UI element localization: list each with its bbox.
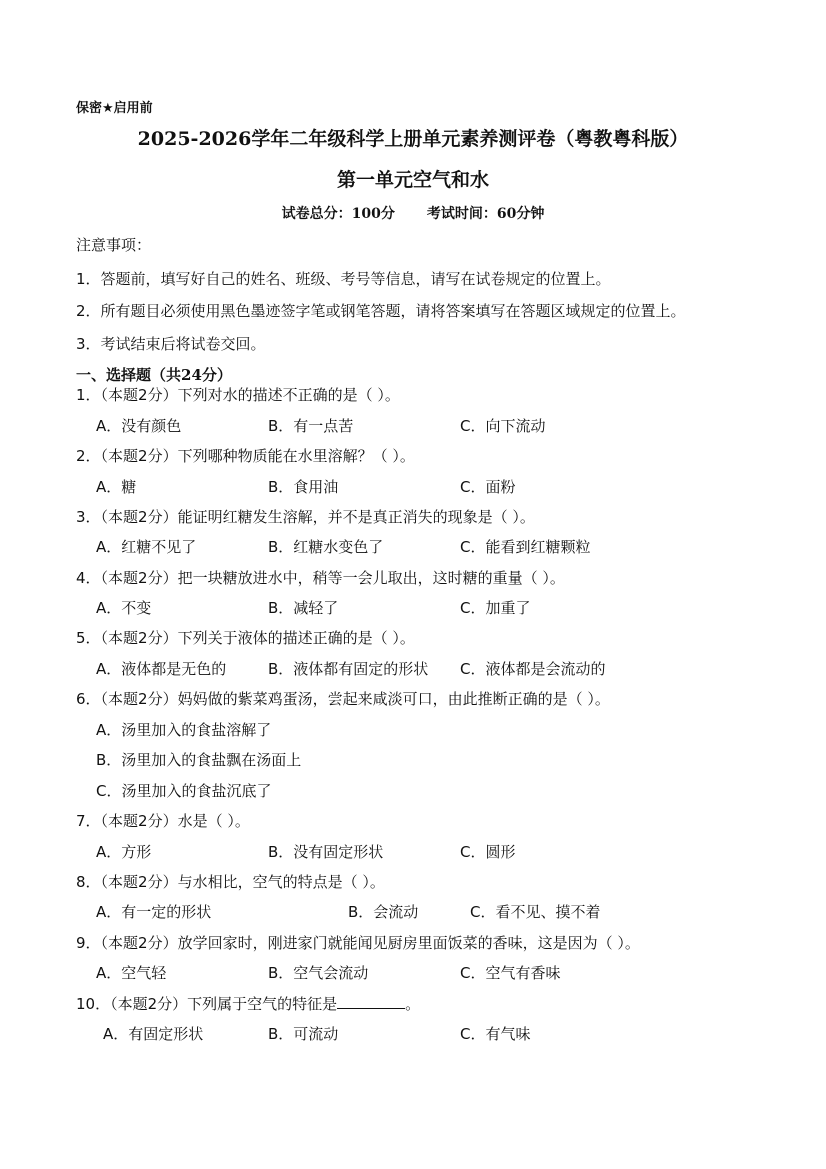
question-text: 5．（本题2分）下列关于液体的描述正确的是（ ）。	[76, 629, 415, 647]
question-stem	[76, 385, 400, 405]
answer-option: B．没有固定形状	[268, 843, 384, 861]
question-text: 6．（本题2分）妈妈做的紫菜鸡蛋汤，尝起来咸淡可口，由此推断正确的是（ ）。	[76, 690, 610, 708]
answer-blank[interactable]	[337, 994, 405, 1009]
answer-option: B．会流动	[348, 903, 419, 921]
answer-option: A．没有颜色	[96, 417, 182, 435]
answer-option: A．空气轻	[96, 964, 167, 982]
answer-option: C．向下流动	[460, 417, 546, 435]
answer-option: C．加重了	[460, 599, 531, 617]
question-stem	[76, 994, 420, 1014]
answer-option: C．圆形	[460, 843, 516, 861]
answer-option: B．汤里加入的食盐飘在汤面上	[96, 751, 302, 769]
answer-option: C．有气味	[460, 1025, 531, 1043]
answer-option: B．可流动	[268, 1025, 339, 1043]
question-text: 2．（本题2分）下列哪种物质能在水里溶解？（ ）。	[76, 447, 415, 465]
total-score: 试卷总分：100分	[281, 206, 395, 222]
question-stem	[76, 811, 250, 831]
question-stem	[76, 568, 565, 588]
question-text: 3．（本题2分）能证明红糖发生溶解，并不是真正消失的现象是（ ）。	[76, 508, 535, 526]
note-item: 1．答题前，填写好自己的姓名、班级、考号等信息，请写在试卷规定的位置上。	[76, 270, 611, 288]
question-stem	[76, 872, 385, 892]
unit-title: 第一单元空气和水	[336, 169, 489, 191]
answer-option: A．液体都是无色的	[96, 660, 227, 678]
answer-option: B．红糖水变色了	[268, 538, 384, 556]
question-stem	[76, 628, 415, 648]
answer-option: A．红糖不见了	[96, 538, 197, 556]
answer-option: C．汤里加入的食盐沉底了	[96, 782, 272, 800]
answer-option: B．液体都有固定的形状	[268, 660, 429, 678]
question-text: 10．（本题2分）下列属于空气的特征是	[76, 995, 338, 1013]
note-item: 3．考试结束后将试卷交回。	[76, 335, 266, 353]
question-end: 。	[405, 995, 421, 1013]
answer-option: A．不变	[96, 599, 152, 617]
notes-heading: 注意事项：	[76, 236, 152, 254]
answer-option: A．方形	[96, 843, 152, 861]
exam-info	[0, 204, 826, 224]
question-text: 4．（本题2分）把一块糖放进水中，稍等一会儿取出，这时糖的重量（ ）。	[76, 569, 565, 587]
answer-option: A．汤里加入的食盐溶解了	[96, 721, 272, 739]
section-heading: 一、选择题（共24分）	[76, 366, 232, 384]
answer-option: C．看不见、摸不着	[470, 903, 601, 921]
answer-option: B．空气会流动	[268, 964, 369, 982]
answer-option: A．有一定的形状	[96, 903, 212, 921]
question-stem	[76, 933, 640, 953]
note-item: 2．所有题目必须使用黑色墨迹签字笔或钢笔答题，请将答案填写在答题区域规定的位置上。	[76, 302, 686, 320]
question-stem	[76, 507, 535, 527]
secret-label: 保密★启用前	[76, 101, 153, 116]
exam-title: 2025-2026学年二年级科学上册单元素养测评卷（粤教粤科版）	[137, 128, 689, 150]
answer-option: B．减轻了	[268, 599, 339, 617]
answer-option: C．空气有香味	[460, 964, 561, 982]
question-text: 7．（本题2分）水是（ ）。	[76, 812, 250, 830]
answer-option: A．有固定形状	[103, 1025, 204, 1043]
question-text: 8．（本题2分）与水相比，空气的特点是（ ）。	[76, 873, 385, 891]
exam-time: 考试时间：60分钟	[426, 206, 545, 222]
answer-option: B．有一点苦	[268, 417, 354, 435]
question-text: 9．（本题2分）放学回家时，刚进家门就能闻见厨房里面饭菜的香味，这是因为（ ）。	[76, 934, 640, 952]
answer-option: C．液体都是会流动的	[460, 660, 606, 678]
question-text: 1．（本题2分）下列对水的描述不正确的是（ ）。	[76, 386, 400, 404]
question-stem	[76, 689, 610, 709]
answer-option: B．食用油	[268, 478, 339, 496]
answer-option: C．面粉	[460, 478, 516, 496]
answer-option: A．糖	[96, 478, 137, 496]
question-stem	[76, 446, 415, 466]
answer-option: C．能看到红糖颗粒	[460, 538, 591, 556]
